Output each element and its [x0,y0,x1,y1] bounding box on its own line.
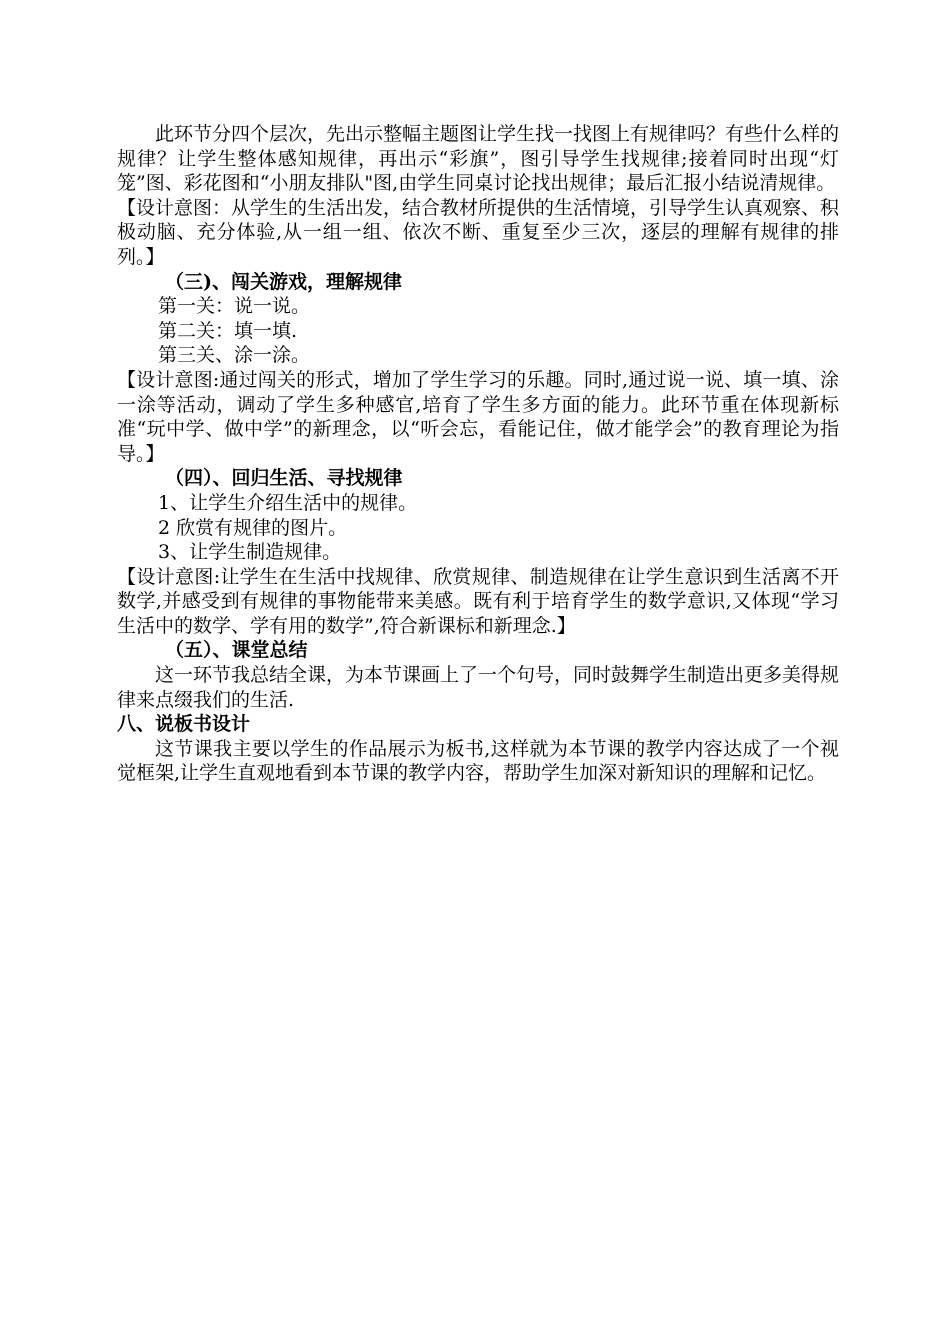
design-intent-note-3: 【设计意图:让学生在生活中找规律、欣赏规律、制造规律在让学生意识到生活离不开数学,并感受到有规律的事物能带来美感。既有利于培育学生的数学意识,又体现“学习生活中的数学、学有用的数学”,符合新课标和新理念.】 [117,565,839,637]
design-intent-note-2: 【设计意图:通过闯关的形式，增加了学生学习的乐趣。同时,通过说一说、填一填、涂一涂等活动，调动了学生多种感官,培育了学生多方面的能力。此环节重在体现新标准“玩中学、做中学”的新理念，以“听会忘，看能记住，做才能学会”的教育理论为指导。】 [117,368,839,465]
level-item-3: 第三关、涂一涂。 [158,344,311,367]
section-heading-3: （三)、闯关游戏，理解规律 [165,270,402,293]
paragraph-intro: 此环节分四个层次，先出示整幅主题图让学生找一找图上有规律吗？有些什么样的规律？让学生整体感知规律，再出示“彩旗”，图引导学生找规律;接着同时出现“灯笼”图、彩花图和“小朋友排队"图,由学生同桌讨论找出规律；最后汇报小结说清规律。 [117,123,840,195]
design-intent-note-1: 【设计意图：从学生的生活出发，结合教材所提供的生活情境，引导学生认真观察、积极动脑、充分体验,从一组一组、依次不断、重复至少三次，逐层的理解有规律的排列。】 [117,196,840,268]
document-page [117,122,839,786]
level-item-1: 第一关：说一说。 [158,295,311,318]
chapter-heading-8: 八、说板书设计 [117,713,251,736]
section-heading-5: （五）、课堂总结 [165,639,308,662]
list-item-2: 2 欣赏有规律的图片。 [158,516,348,539]
paragraph-summary: 这一环节我总结全课，为本节课画上了一个句号，同时鼓舞学生制造出更多美得规律来点缀我们的生活. [117,664,840,711]
section-heading-4: （四）、回归生活、寻找规律 [165,467,403,490]
list-item-3: 3、让学生制造规律。 [158,541,342,564]
list-item-1: 1、让学生介绍生活中的规律。 [158,491,418,514]
paragraph-board-design: 这节课我主要以学生的作品展示为板书,这样就为本节课的教学内容达成了一个视觉框架,让学生直观地看到本节课的教学内容，帮助学生加深对新知识的理解和记忆。 [117,737,839,785]
level-item-2: 第二关：填一填. [158,319,298,342]
